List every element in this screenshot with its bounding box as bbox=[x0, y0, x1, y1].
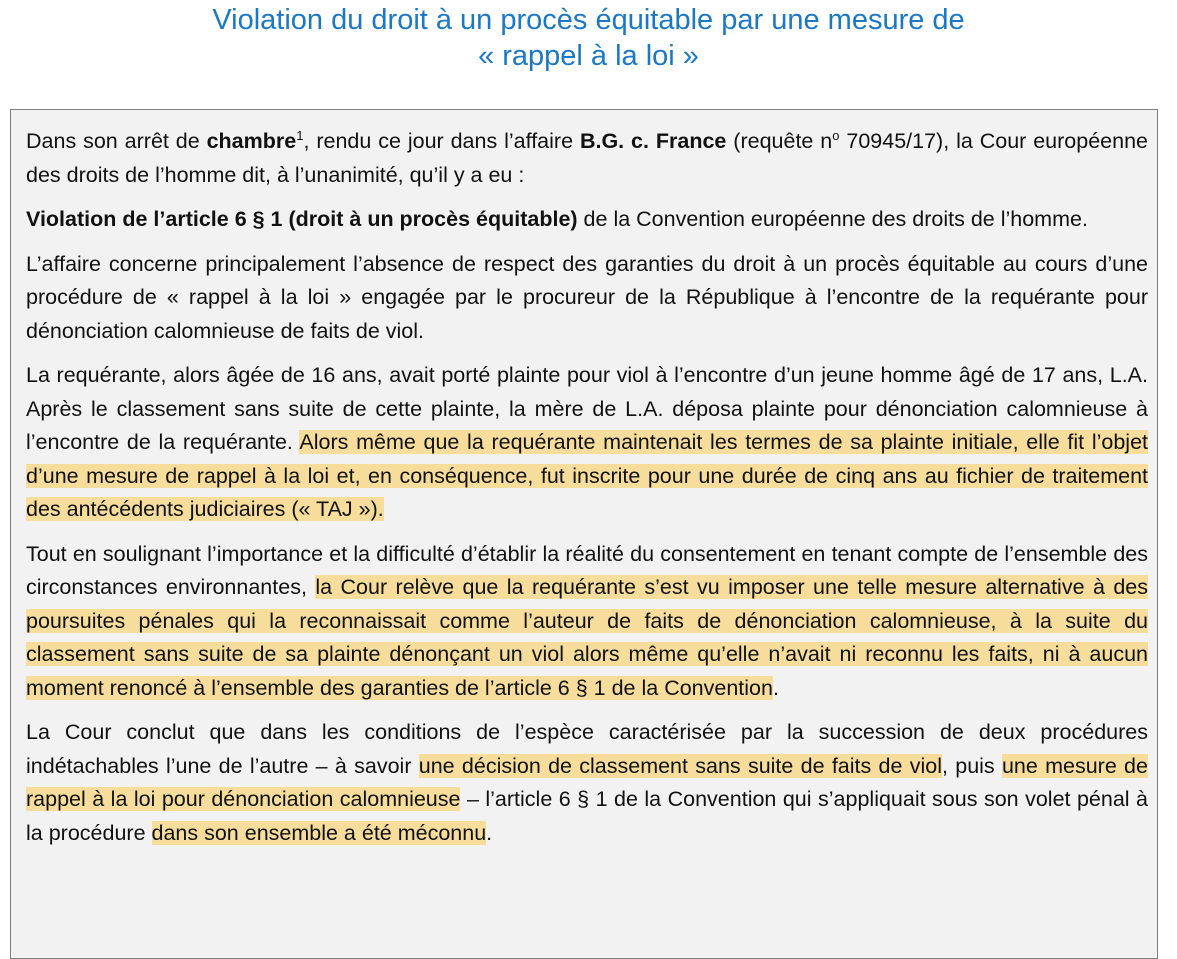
paragraph-case-summary bbox=[26, 248, 1148, 349]
highlighted-text: Alors même que la requérante maintenait les termes de sa plainte initiale, elle fit l’objet d’une mesure de rappel à la loi et, en conséquence, fut inscrite pour une durée de cinq ans au fichier de traitement des antécédents judiciaires (« TAJ »). bbox=[26, 430, 1148, 521]
paragraph-court-findings bbox=[26, 538, 1148, 706]
text: de la Convention européenne des droits de l’homme. bbox=[577, 207, 1088, 231]
text: – l’article 6 § 1 de la Convention qui s’appliquait sous son volet pénal à la procédure bbox=[26, 787, 1148, 845]
text: Tout en soulignant l’importance et la difficulté d’établir la réalité du consentement en tenant compte de l’ensemble des circonstances environnantes, bbox=[26, 541, 1148, 599]
text: La requérante, alors âgée de 16 ans, avait porté plainte pour viol à l’encontre d’un jeune homme âgé de 17 ans, L.A. Après le classement sans suite de cette plainte, la mère de L.A. déposa plainte pour dénonciation calomnieuse à l’encontre de la requérante. bbox=[26, 363, 1148, 454]
paragraph-intro bbox=[26, 125, 1148, 192]
paragraph-conclusion bbox=[26, 716, 1148, 850]
text: . bbox=[486, 820, 493, 845]
highlighted-text: dans son ensemble a été méconnu bbox=[151, 820, 487, 845]
superscript: o bbox=[832, 127, 840, 143]
text: 70945/17), la Cour européenne des droits de l’homme dit, à l’unanimité, qu’il y a eu : bbox=[26, 129, 1148, 187]
paragraph-facts bbox=[26, 359, 1148, 527]
page-title bbox=[0, 2, 1177, 74]
bold-text: chambre bbox=[206, 129, 297, 153]
summary-content bbox=[26, 125, 1148, 861]
highlighted-text: une mesure de rappel à la loi pour dénonciation calomnieuse bbox=[26, 753, 1148, 811]
text: (requête n bbox=[726, 129, 833, 153]
case-name: B.G. c. France bbox=[579, 129, 727, 153]
summary-box bbox=[10, 109, 1158, 959]
text: La Cour conclut que dans les conditions de l’espèce caractérisée par la succession de deux procédures indétachables l’une de l’autre – à savoir bbox=[26, 720, 1148, 778]
highlighted-text: la Cour relève que la requérante s’est vu imposer une telle mesure alternative à des poursuites pénales qui la reconnaissait comme l’auteur de faits de dénonciation calomnieuse, à la suite du classement sans suite de sa plainte dénonçant un viol alors même qu’elle n’avait ni reconnu les faits, ni à aucun moment renoncé à l’ensemble des garanties de l’article 6 § 1 de la Convention bbox=[26, 575, 1148, 700]
title-line-2: « rappel à la loi » bbox=[478, 40, 699, 72]
text: , rendu ce jour dans l’affaire bbox=[303, 129, 580, 153]
title-line-1: Violation du droit à un procès équitable par une mesure de bbox=[212, 4, 965, 36]
text: . bbox=[772, 675, 779, 700]
violation-heading: Violation de l’article 6 § 1 (droit à un procès équitable) bbox=[26, 207, 578, 231]
text: Dans son arrêt de bbox=[26, 129, 207, 153]
highlighted-text: une décision de classement sans suite de faits de viol bbox=[418, 753, 942, 778]
footnote-ref[interactable]: 1 bbox=[296, 127, 304, 143]
paragraph-violation bbox=[26, 203, 1148, 237]
text: , puis bbox=[941, 753, 1002, 778]
text: L’affaire concerne principalement l’absence de respect des garanties du droit à un procès équitable au cours d’une procédure de « rappel à la loi » engagée par le procureur de la République à l’encontre de la requérante pour dénonciation calomnieuse de faits de viol. bbox=[26, 251, 1148, 343]
